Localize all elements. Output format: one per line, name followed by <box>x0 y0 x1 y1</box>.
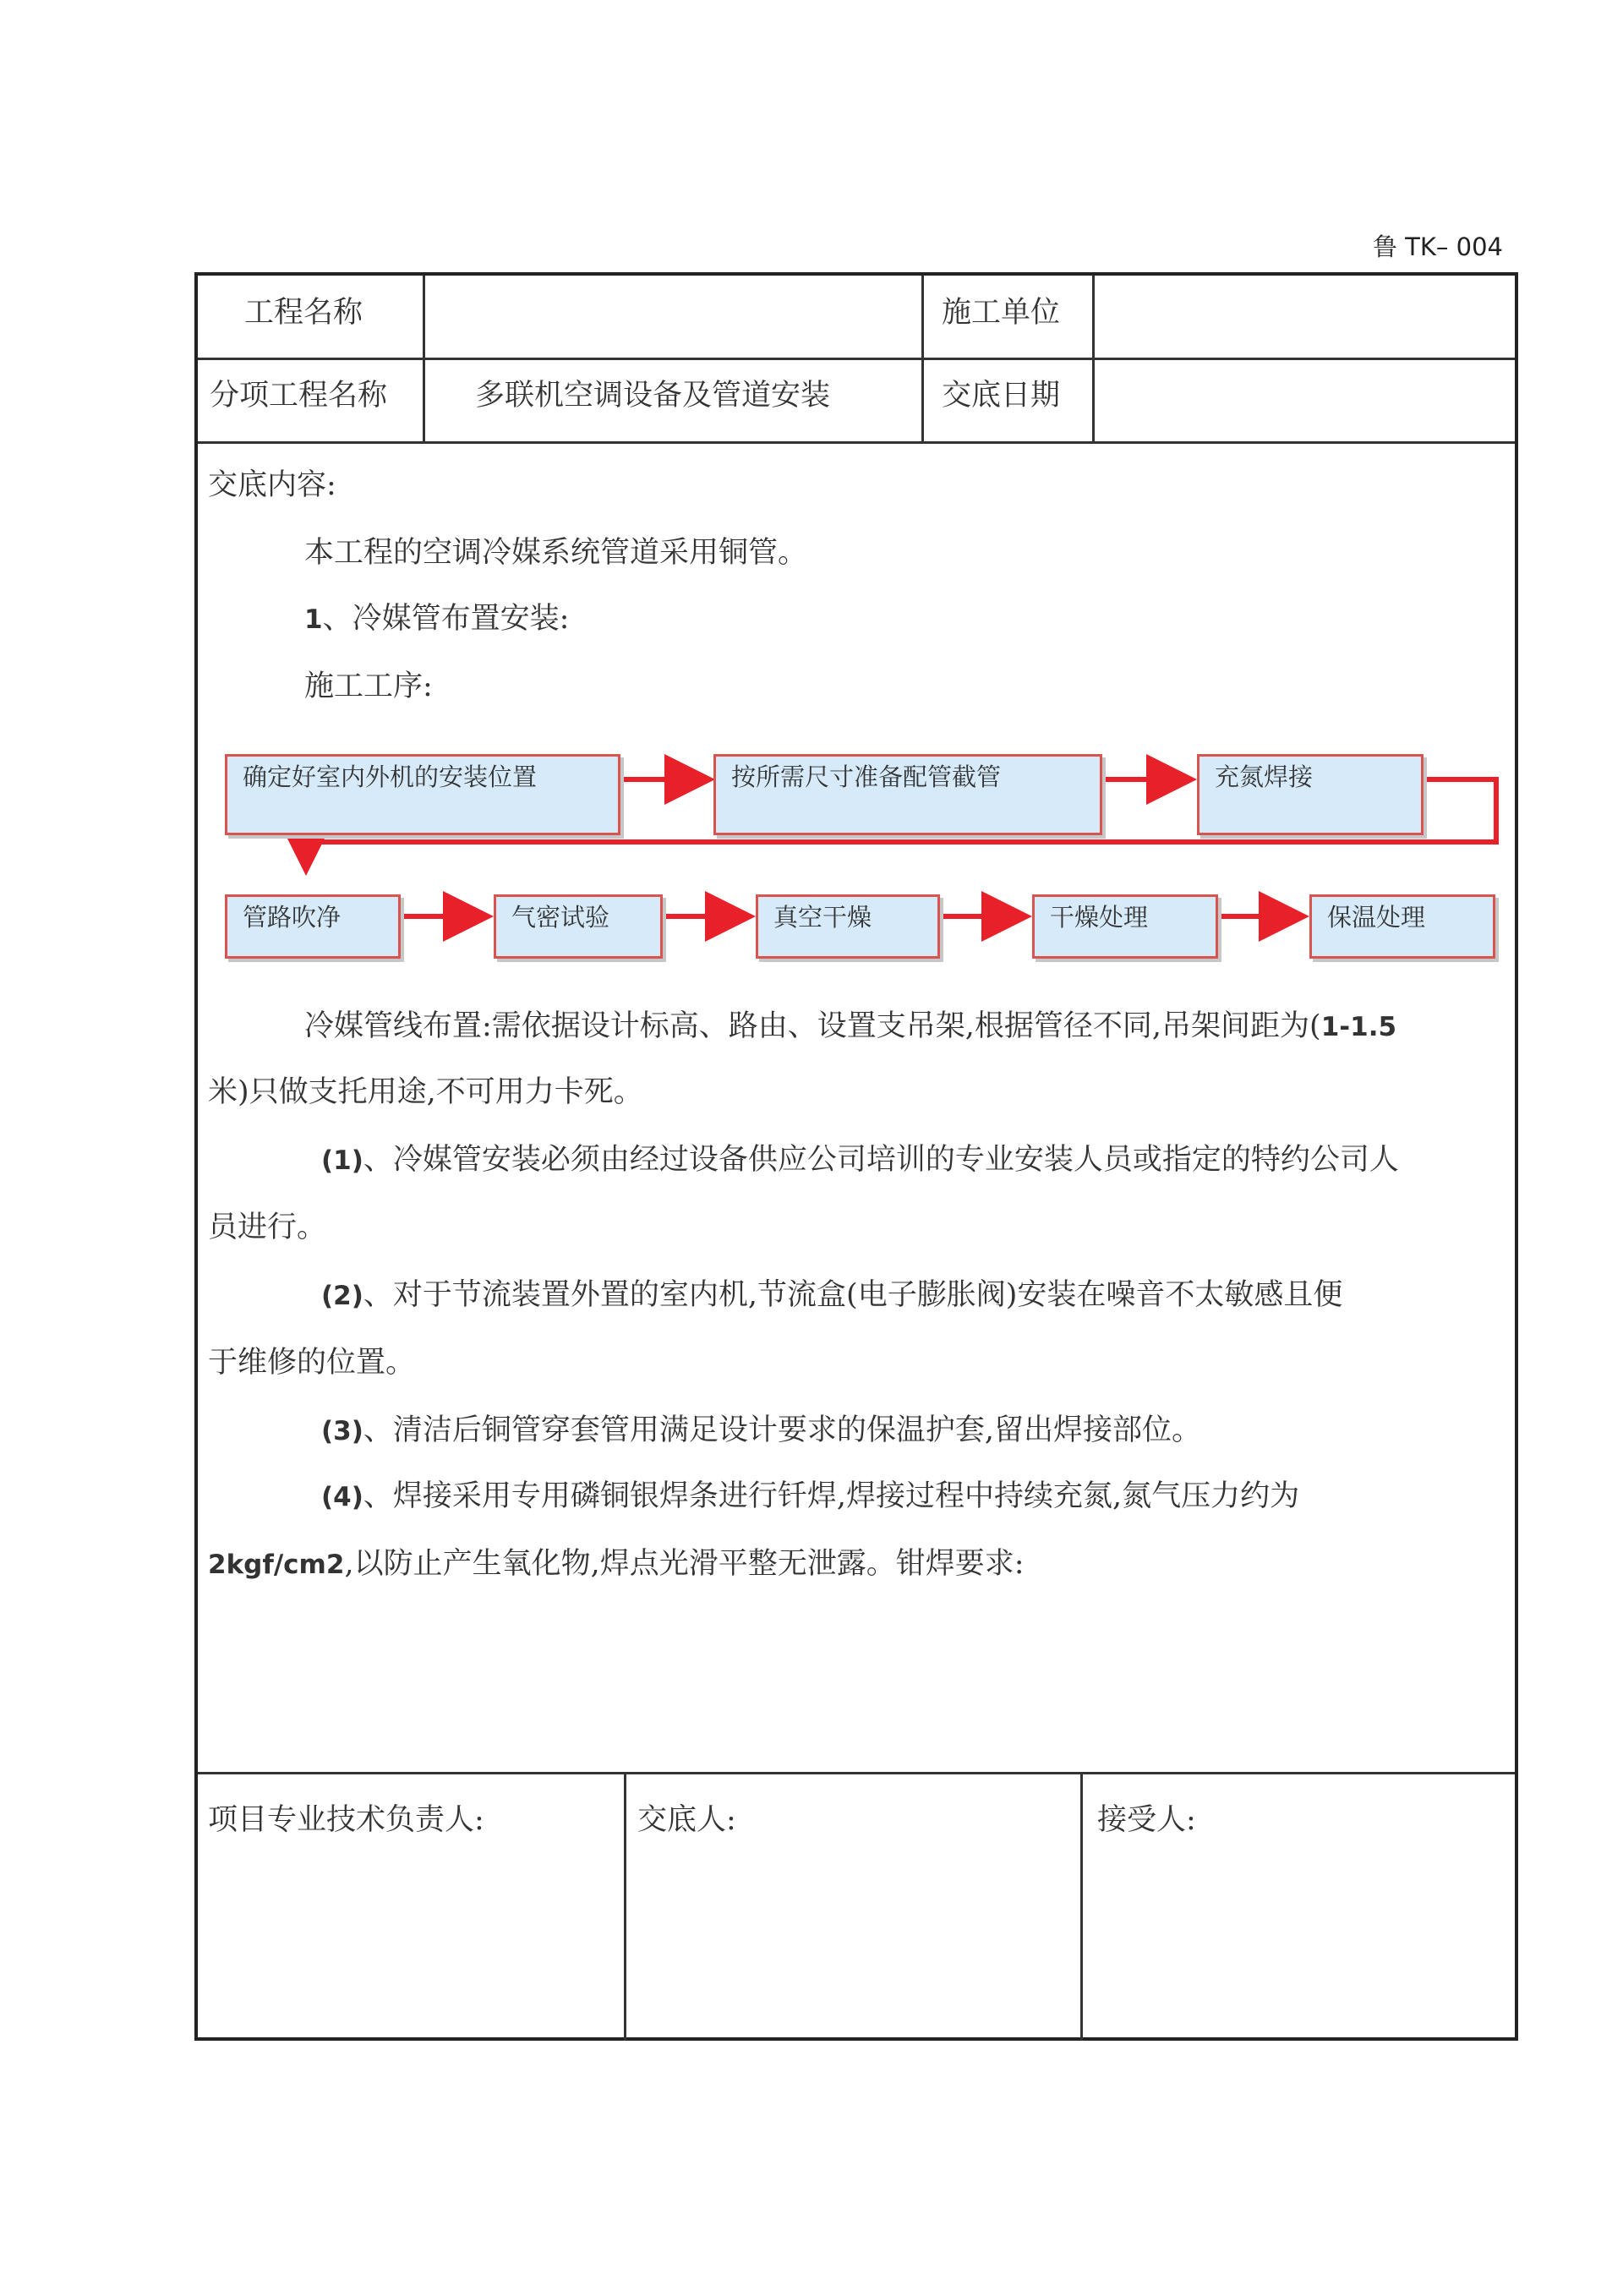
layout-paragraph-line1 <box>304 1003 1396 1045</box>
layout-paragraph-line2: 米)只做支托用途,不可用力卡死。 <box>208 1075 643 1109</box>
layout-spacing-value: 1-1.5 <box>1320 1012 1397 1042</box>
footer-col-divider-1 <box>624 1772 626 2041</box>
item2-line2: 于维修的位置。 <box>208 1346 416 1380</box>
item2-line1 <box>321 1271 1342 1314</box>
contractor-label: 施工单位 <box>942 296 1061 330</box>
briefer-signature-label: 交底人: <box>637 1803 736 1837</box>
item2-text-a: 、对于节流装置外置的室内机,节流盒(电子膨胀阀)安装在噪音不太敏感且便 <box>363 1278 1343 1312</box>
process-label: 施工工序: <box>304 670 433 703</box>
intro-paragraph: 本工程的空调冷媒系统管道采用铜管。 <box>304 536 808 570</box>
item4-line2 <box>208 1540 1024 1583</box>
header-col-divider-3 <box>1092 276 1095 441</box>
item3-text-a: 、清洁后铜管穿套管用满足设计要求的保温护套,留出焊接部位。 <box>363 1413 1202 1447</box>
layout-text-a: 冷媒管线布置:需依据设计标高、路由、设置支吊架,根据管径不同,吊架间距为( <box>304 1009 1321 1043</box>
flow-step-8: 保温处理 <box>1309 894 1495 959</box>
item1-line1 <box>321 1136 1399 1178</box>
header-bottom-line <box>198 441 1515 444</box>
section1-number: 1 <box>304 604 323 635</box>
item4-line1 <box>321 1473 1299 1515</box>
header-col-divider-2 <box>921 276 924 441</box>
item3-number: (3) <box>321 1416 363 1446</box>
item1-text-a: 、冷媒管安装必须由经过设备供应公司培训的专业安装人员或指定的特约公司人 <box>363 1143 1399 1177</box>
content-heading: 交底内容: <box>208 468 336 502</box>
item4-number: (4) <box>321 1482 363 1512</box>
sub-project-label: 分项工程名称 <box>210 379 388 413</box>
flow-step-3: 充氮焊接 <box>1197 754 1424 835</box>
flow-step-6: 真空干燥 <box>756 894 940 959</box>
flow-step-1: 确定好室内外机的安装位置 <box>225 754 620 835</box>
item3-line1 <box>321 1407 1201 1449</box>
flow-step-7: 干燥处理 <box>1032 894 1218 959</box>
document-code: 鲁 TK– 004 <box>1372 232 1503 261</box>
tech-lead-signature-label: 项目专业技术负责人: <box>208 1803 484 1837</box>
header-row-divider <box>198 358 1515 360</box>
item4-text-b: ,以防止产生氧化物,焊点光滑平整无泄露。钳焊要求: <box>344 1547 1025 1581</box>
nitrogen-pressure-value: 2kgf/cm2 <box>208 1550 345 1580</box>
item2-number: (2) <box>321 1281 363 1311</box>
project-name-label: 工程名称 <box>244 296 363 330</box>
item1-number: (1) <box>321 1145 363 1176</box>
section1-heading <box>304 595 569 637</box>
sub-project-value: 多联机空调设备及管道安装 <box>475 379 831 413</box>
receiver-signature-label: 接受人: <box>1097 1803 1196 1837</box>
briefing-form <box>194 272 1518 2041</box>
date-label: 交底日期 <box>942 379 1061 413</box>
item4-text-a: 、焊接采用专用磷铜银焊条进行钎焊,焊接过程中持续充氮,氮气压力约为 <box>363 1479 1300 1513</box>
flow-step-4: 管路吹净 <box>225 894 401 959</box>
section1-title: 、冷媒管布置安装: <box>322 602 570 636</box>
footer-col-divider-2 <box>1080 1772 1083 2041</box>
flow-step-2: 按所需尺寸准备配管截管 <box>713 754 1102 835</box>
flow-step-5: 气密试验 <box>494 894 663 959</box>
item1-line2: 员进行。 <box>208 1211 327 1244</box>
header-col-divider-1 <box>423 276 425 441</box>
footer-top-line <box>198 1772 1515 1774</box>
